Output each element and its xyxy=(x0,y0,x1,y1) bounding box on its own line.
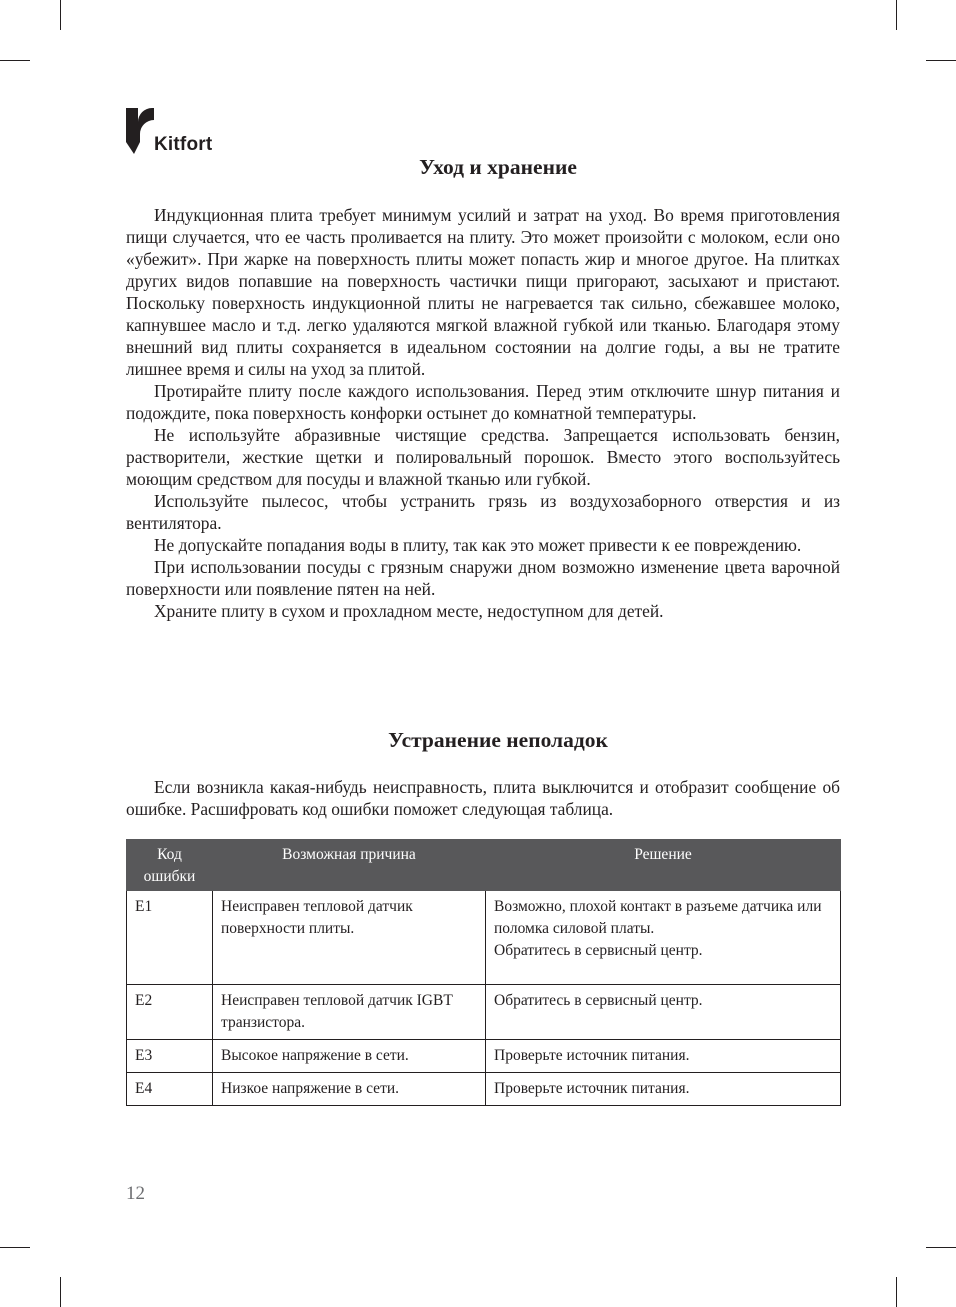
error-solution xyxy=(486,891,841,985)
troubleshooting-intro xyxy=(126,776,840,820)
care-paragraph: Не используйте абразивные чистящие средства. Запрещается использовать бензин, растворители, жесткие щетки и полировальный порошок. Вместо этого воспользуйтесь моющим средством для посуды и влажной тканью или губкой. xyxy=(126,425,840,489)
kitfort-logo-icon xyxy=(126,108,156,156)
header-code: Код ошибки xyxy=(127,840,213,891)
error-cause: Неисправен тепловой датчик поверхности плиты. xyxy=(213,891,486,985)
error-code: E3 xyxy=(127,1040,213,1073)
solution-line: Проверьте источник питания. xyxy=(494,1080,690,1097)
troubleshooting-title: Устранение неполадок xyxy=(388,728,608,752)
care-title: Уход и хранение xyxy=(419,155,577,179)
crop-mark xyxy=(60,1277,61,1307)
care-body xyxy=(126,204,840,622)
error-code: E2 xyxy=(127,985,213,1040)
care-paragraph: Не допускайте попадания воды в плиту, так как это может привести к ее повреждению. xyxy=(154,535,802,555)
solution-line: Обратитесь в сервисный центр. xyxy=(494,942,703,959)
crop-mark xyxy=(0,1247,30,1248)
table-row xyxy=(127,985,841,1040)
error-cause: Низкое напряжение в сети. xyxy=(213,1073,486,1106)
care-paragraph: Храните плиту в сухом и прохладном месте, недоступном для детей. xyxy=(154,601,664,621)
table-row xyxy=(127,1073,841,1106)
care-paragraph: Протирайте плиту после каждого использования. Перед этим отключите шнур питания и подождите, пока поверхность конфорки остынет до комнатной температуры. xyxy=(126,381,840,423)
crop-mark xyxy=(60,0,61,30)
kitfort-logo xyxy=(126,108,246,158)
crop-mark xyxy=(0,60,30,61)
troubleshooting-intro-text: Если возникла какая-нибудь неисправность, плита выключится и отобразит сообщение об ошибке. Расшифровать код ошибки поможет следующая таблица. xyxy=(126,777,840,819)
care-paragraph: Используйте пылесос, чтобы устранить грязь из воздухозаборного отверстия и из вентилятора. xyxy=(126,491,840,533)
solution-line: Возможно, плохой контакт в разъеме датчика или поломка силовой платы. xyxy=(494,898,822,937)
error-cause: Высокое напряжение в сети. xyxy=(213,1040,486,1073)
error-codes-table xyxy=(126,839,841,1106)
error-cause: Неисправен тепловой датчик IGBT транзистора. xyxy=(213,985,486,1040)
table-row xyxy=(127,1040,841,1073)
table-row xyxy=(127,891,841,985)
header-solution: Решение xyxy=(486,840,841,891)
crop-mark xyxy=(926,1247,956,1248)
page-number: 12 xyxy=(126,1183,145,1204)
crop-mark xyxy=(926,60,956,61)
crop-mark xyxy=(896,0,897,30)
error-code: E1 xyxy=(127,891,213,985)
table-header-row xyxy=(127,840,841,891)
crop-mark xyxy=(896,1277,897,1307)
error-solution xyxy=(486,1073,841,1106)
error-solution xyxy=(486,1040,841,1073)
error-code: E4 xyxy=(127,1073,213,1106)
solution-line: Обратитесь в сервисный центр. xyxy=(494,992,703,1009)
solution-line: Проверьте источник питания. xyxy=(494,1047,690,1064)
care-paragraph: При использовании посуды с грязным снаружи дном возможно изменение цвета варочной поверхности или появление пятен на ней. xyxy=(126,557,840,599)
brand-name: Kitfort xyxy=(154,134,213,155)
header-cause: Возможная причина xyxy=(213,840,486,891)
error-solution xyxy=(486,985,841,1040)
care-paragraph: Индукционная плита требует минимум усилий и затрат на уход. Во время приготовления пищи случается, что ее часть проливается на плиту. Это может произойти с молоком, если оно «убежит». При жарке на поверхность плиты может попасть жир и многое другое. На плитках других видов попавшие на поверхность частички пищи пригорают, засыхают и пристают. Поскольку поверхность индукционной плиты не нагревается так сильно, сбежавшее молоко, капнувшее масло и т.д. легко удаляются мягкой влажной губкой или тканью. Благодаря этому внешний вид плиты сохраняется в идеальном состоянии на долгие годы, а вы не тратите лишнее время и силы на уход за плитой. xyxy=(126,205,840,379)
